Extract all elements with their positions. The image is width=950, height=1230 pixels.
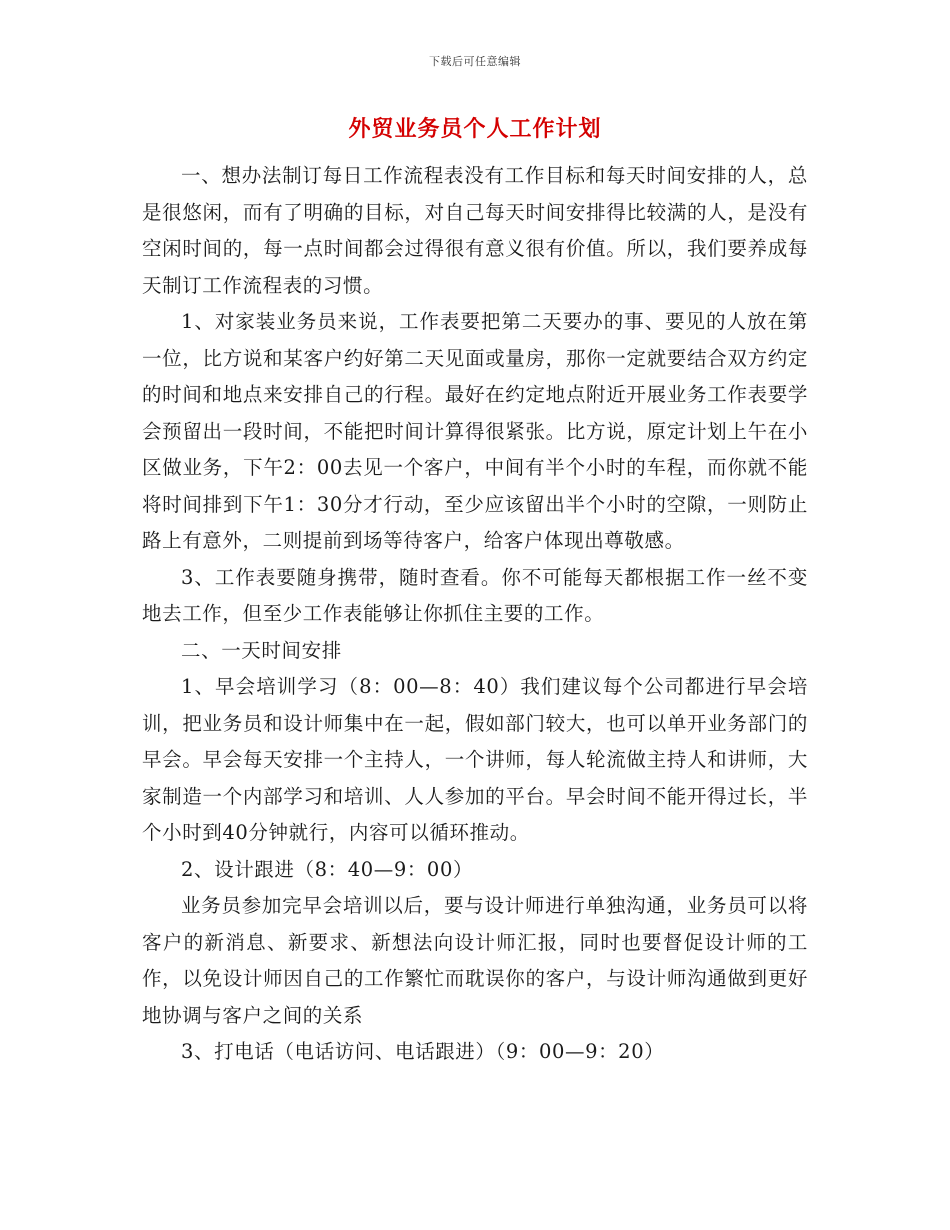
paragraph-section-1: 一、想办法制订每日工作流程表没有工作目标和每天时间安排的人，总是很悠闲，而有了明确的目标，对自己每天时间安排得比较满的人，是没有空闲时间的，每一点时间都会过得很有意义很有价值。所以，我们要养成每天制订工作流程表的习惯。 (142, 164, 808, 297)
paragraph-design-followup-heading: 2、设计跟进（8：40—9：00） (181, 857, 474, 881)
document-title: 外贸业务员个人工作计划 (348, 116, 602, 142)
paragraph-item-1: 1、对家装业务员来说，工作表要把第二天要办的事、要见的人放在第一位，比方说和某客户约好第二天见面或量房，那你一定就要结合双方约定的时间和地点来安排自己的行程。最好在约定地点附近开展业务工作表要学会预留出一段时间，不能把时间计算得很紧张。比方说，原定计划上午在小区做业务，下午2：00去见一个客户，中间有半个小时的车程，而你就不能将时间排到下午1：30分才行动，至少应该留出半个小时的空隙，一则防止路上有意外，二则提前到场等待客户，给客户体现出尊敬感。 (142, 310, 808, 552)
paragraph-morning-meeting: 1、早会培训学习（8：00—8：40）我们建议每个公司都进行早会培训，把业务员和设计师集中在一起，假如部门较大，也可以单开业务部门的早会。早会每天安排一个主持人，一个讲师，每人轮流做主持人和讲师，大家制造一个内部学习和培训、人人参加的平台。早会时间不能开得过长，半个小时到40分钟就行，内容可以循环推动。 (142, 675, 808, 844)
document-body (142, 158, 808, 1071)
paragraph-section-2: 二、一天时间安排 (181, 638, 342, 662)
paragraph-item-3: 3、工作表要随身携带，随时查看。你不可能每天都根据工作一丝不变地去工作，但至少工作表能够让你抓住主要的工作。 (142, 565, 808, 625)
paragraph-phone-calls-heading: 3、打电话（电话访问、电话跟进）（9：00—9：20） (181, 1040, 665, 1063)
paragraph-design-followup-body: 业务员参加完早会培训以后，要与设计师进行单独沟通，业务员可以将客户的新消息、新要求、新想法向设计师汇报，同时也要督促设计师的工作，以免设计师因自己的工作繁忙而耽误你的客户，与设计师沟通做到更好地协调与客户之间的关系 (142, 894, 808, 1027)
header-note: 下载后可任意编辑 (429, 55, 521, 68)
